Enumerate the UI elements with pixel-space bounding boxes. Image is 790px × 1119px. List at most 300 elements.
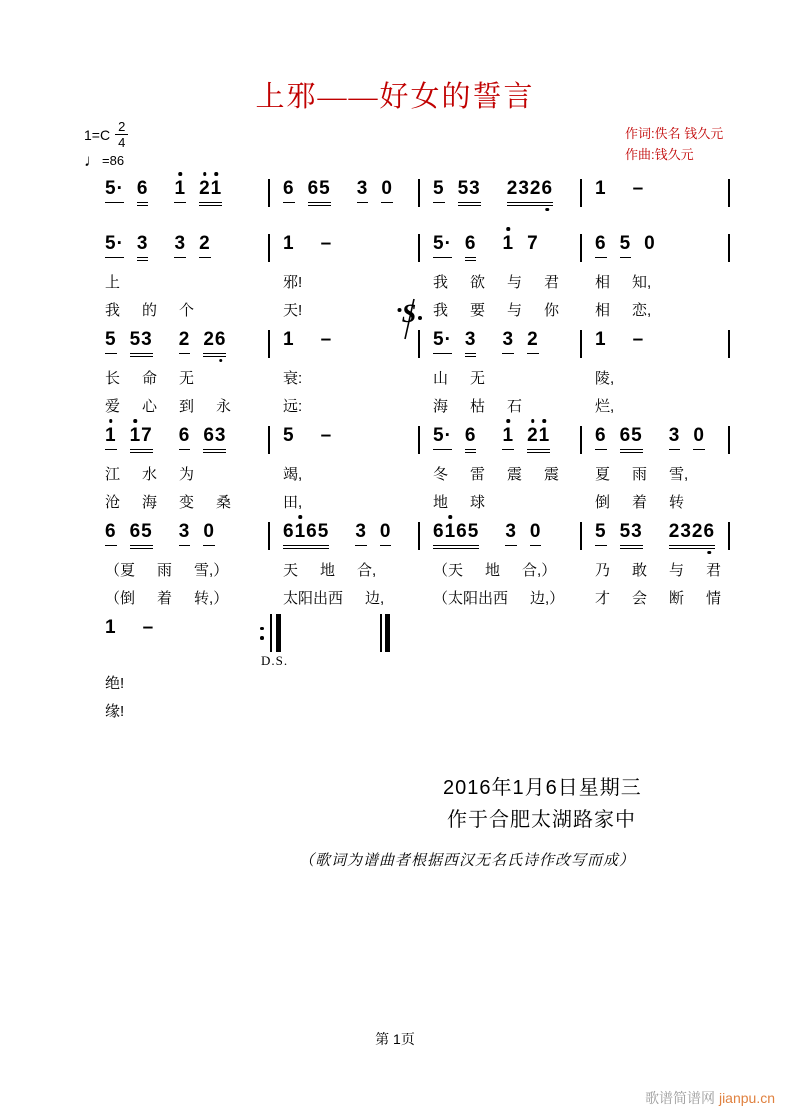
note-token: 1 (105, 425, 117, 450)
lyric-syllable: 着 (632, 494, 648, 511)
segno-icon (396, 296, 424, 342)
lyrics-row (100, 368, 734, 389)
lyric-syllable: 君 (706, 562, 722, 579)
beat-group (283, 178, 331, 203)
lyric-syllable: 地 (485, 562, 501, 579)
notes-row (100, 521, 734, 555)
barline (728, 522, 730, 550)
music-measure (420, 329, 580, 354)
beat-group (283, 233, 295, 255)
lyric-syllable: 震 (507, 466, 523, 483)
barline (728, 234, 730, 262)
lyrics-measure (100, 560, 270, 581)
music-measure (420, 178, 580, 203)
beat-group (355, 521, 391, 546)
time-signature (115, 119, 128, 150)
lyric-syllable: 倒 (595, 494, 611, 511)
note-token: 53 (458, 178, 481, 203)
beat-group (502, 425, 550, 450)
octave-dot-above (507, 419, 511, 423)
beat-group (669, 521, 715, 546)
repeat-end-barline (260, 614, 281, 652)
octave-dot-above (215, 172, 219, 176)
beat-group (357, 178, 393, 203)
beat-group (433, 329, 476, 354)
lyrics-measure (582, 272, 730, 293)
lyric-syllable: 转,） (194, 590, 229, 607)
lyrics-measure (420, 272, 582, 293)
barline (728, 179, 730, 207)
music-measure (420, 521, 580, 546)
note-token: 6 (179, 425, 191, 450)
lyrics-source-note: （歌词为谱曲者根据西汉无名氏诗作改写而成） (299, 853, 636, 869)
meter-numerator: 2 (118, 119, 126, 134)
note-token: – (632, 178, 645, 199)
lyric-syllable: 海 (142, 494, 158, 511)
note-token: 3 (465, 329, 477, 354)
lyrics-measure (582, 492, 730, 513)
thick-barline (385, 614, 390, 652)
note-token: 1 (283, 233, 295, 254)
lyric-syllable: 雨 (632, 466, 648, 483)
lyrics-measure (582, 396, 730, 417)
quarter-note-icon: ♩ (84, 150, 101, 170)
lyric-syllable: 为 (179, 466, 195, 483)
ds-label: D.S. (261, 653, 289, 668)
lyric-syllable: 你 (544, 302, 560, 319)
lyrics-measure (100, 701, 270, 722)
lyric-syllable: 相 (595, 302, 611, 319)
watermark-domain-link[interactable]: jianpu.cn (718, 1090, 775, 1106)
beat-group (595, 521, 643, 546)
beat-group (105, 178, 148, 203)
lyric-syllable: 沧 (105, 494, 121, 511)
music-measure (100, 233, 268, 258)
note-token: 61 65 (433, 521, 479, 546)
key-label: 1=C (84, 126, 111, 143)
note-token: 2326 (507, 178, 553, 203)
note-token: 6 (105, 521, 117, 546)
note-token: 0 (693, 425, 705, 450)
lyric-syllable: 着 (157, 590, 173, 607)
lyrics-measure (270, 464, 420, 485)
lyric-syllable: 衰: (283, 370, 303, 387)
thin-barline (270, 614, 272, 652)
lyric-syllable: 太阳出西 (283, 590, 344, 607)
beat-group (283, 425, 295, 447)
lyric-syllable: 水 (142, 466, 158, 483)
key-signature-block (84, 119, 128, 168)
lyrics-measure (270, 396, 420, 417)
credits-block (625, 123, 723, 165)
lyric-syllable: 合,） (522, 562, 557, 579)
note-token: 2326 (669, 521, 715, 546)
lyric-syllable: 无 (470, 370, 486, 387)
watermark-site-name: 歌谱简谱网 (645, 1090, 719, 1106)
lyrics-measure (100, 588, 270, 609)
lyric-syllable: 枯 (470, 398, 486, 415)
lyric-syllable: 欲 (470, 274, 486, 291)
lyrics-measure (270, 492, 420, 513)
music-system (100, 329, 734, 417)
lyric-syllable: （夏 (105, 562, 136, 579)
music-measure (100, 178, 268, 203)
lyric-syllable: 我 (433, 302, 449, 319)
note-token: 65 (308, 178, 331, 203)
beat-group (174, 233, 210, 258)
note-token: 2 (179, 329, 191, 354)
note-token: – (142, 617, 155, 638)
composer-credit: 作曲:钱久元 (625, 147, 694, 162)
note-token: 5· (433, 425, 452, 450)
lyric-syllable: 山 (433, 370, 449, 387)
beat-group (321, 233, 333, 255)
beat-group (433, 233, 476, 258)
lyric-syllable: 竭, (283, 466, 303, 483)
beat-group (179, 425, 227, 450)
lyric-syllable: 个 (179, 302, 195, 319)
lyrics-measure (100, 396, 270, 417)
octave-dot-above (179, 172, 183, 176)
lyrics-row (100, 588, 734, 609)
lyric-syllable: 桑 (216, 494, 232, 511)
octave-dot-above (203, 172, 207, 176)
barline (728, 426, 730, 454)
lyric-syllable: 夏 (595, 466, 611, 483)
lyric-syllable: 地 (433, 494, 449, 511)
note-token: 1 (595, 329, 607, 350)
lyric-syllable: 田, (283, 494, 303, 511)
beat-group (502, 233, 538, 255)
note-token: 3 (669, 425, 681, 450)
octave-dot-below (219, 359, 223, 363)
beat-group (105, 425, 153, 450)
note-token: 3 (355, 521, 367, 546)
music-measure (270, 521, 418, 546)
lyric-syllable: 雷 (470, 466, 486, 483)
octave-dot-above (134, 419, 138, 423)
lyric-syllable: 陵, (595, 370, 615, 387)
beat-group (433, 178, 481, 203)
note-token: 5 (620, 233, 632, 258)
octave-dot-above (531, 419, 535, 423)
beat-group (507, 178, 553, 203)
music-measure (582, 329, 728, 351)
lyrics-measure (270, 560, 420, 581)
thick-barline (276, 614, 281, 652)
lyric-syllable: 邪! (283, 274, 303, 291)
lyrics-measure (270, 368, 420, 389)
note-token: 2 1 (199, 178, 222, 203)
lyric-syllable: 边, (365, 590, 385, 607)
beat-group (505, 521, 541, 546)
lyric-syllable: 我 (105, 302, 121, 319)
lyric-syllable: 变 (179, 494, 195, 511)
note-token: 53 (130, 329, 153, 354)
lyric-syllable: 会 (632, 590, 648, 607)
note-token: 61 65 (283, 521, 329, 546)
lyric-syllable: 我 (433, 274, 449, 291)
lyrics-measure (100, 300, 270, 321)
note-token: 0 (380, 521, 392, 546)
lyric-syllable: 相 (595, 274, 611, 291)
lyrics-measure (100, 464, 270, 485)
lyric-syllable: 敢 (632, 562, 648, 579)
lyric-syllable: 无 (179, 370, 195, 387)
lyric-syllable: （倒 (105, 590, 136, 607)
notes-row (100, 617, 734, 651)
note-token: 1 (595, 178, 607, 199)
lyric-syllable: 缘! (105, 703, 125, 720)
composition-place: 作于合肥太湖路家中 (447, 809, 636, 831)
music-measure (100, 329, 268, 354)
note-token: 5· (105, 233, 124, 258)
thin-barline (380, 614, 382, 652)
note-token: 3 (174, 233, 186, 258)
lyrics-measure (420, 588, 582, 609)
lyrics-row (100, 701, 734, 722)
music-measure (100, 425, 268, 450)
octave-dot-above (449, 515, 453, 519)
note-token: – (632, 329, 645, 350)
note-token: 2 (527, 329, 539, 354)
lyric-syllable: 爱 (105, 398, 121, 415)
note-token: 5· (433, 233, 452, 258)
lyrics-measure (100, 272, 270, 293)
music-measure (420, 425, 580, 450)
repeat-dots (260, 614, 264, 652)
beat-group (174, 178, 222, 203)
lyric-syllable: 命 (142, 370, 158, 387)
note-token: – (320, 329, 333, 350)
music-system (100, 521, 734, 609)
lyric-syllable: 与 (669, 562, 685, 579)
lyric-syllable: 球 (470, 494, 486, 511)
note-token: 7 (527, 233, 539, 254)
beat-group (283, 329, 295, 351)
octave-dot-above (109, 419, 113, 423)
lyric-syllable: 知, (632, 274, 652, 291)
music-measure (270, 425, 418, 447)
note-token: 5 (283, 425, 295, 446)
note-token: – (320, 425, 333, 446)
music-measure (582, 233, 728, 258)
lyrics-measure (270, 588, 420, 609)
beat-group (105, 329, 153, 354)
beat-group (433, 425, 476, 450)
tempo-row (84, 150, 128, 170)
lyric-syllable: 与 (507, 274, 523, 291)
note-token: 3 (502, 329, 514, 354)
lyrics-measure (420, 300, 582, 321)
note-token: 1 (174, 178, 186, 203)
lyrics-measure (270, 272, 420, 293)
lyric-syllable: 地 (320, 562, 336, 579)
lyric-syllable: 雪, (669, 466, 689, 483)
lyric-syllable: 与 (507, 302, 523, 319)
lyric-syllable: 天 (283, 562, 299, 579)
lyric-syllable: 石 (507, 398, 523, 415)
beat-group (105, 617, 117, 639)
music-measure (100, 521, 268, 546)
lyric-syllable: 心 (142, 398, 158, 415)
music-measure (582, 521, 728, 546)
lyric-syllable: 才 (595, 590, 611, 607)
lyrics-measure (420, 560, 582, 581)
final-barline (380, 614, 390, 652)
music-measure (420, 233, 580, 258)
note-token: 5 (105, 329, 117, 354)
note-token: 26 (203, 329, 226, 354)
lyric-syllable: 恋, (632, 302, 652, 319)
beat-group (633, 329, 645, 351)
lyric-syllable: （太阳出西 (433, 590, 509, 607)
octave-dot-below (708, 551, 712, 555)
tempo-value: =86 (102, 153, 125, 168)
lyric-syllable: 雪,） (194, 562, 229, 579)
note-token: 5· (433, 329, 452, 354)
lyrics-measure (420, 492, 582, 513)
music-measure (100, 617, 268, 639)
lyrics-row (100, 560, 734, 581)
lyrics-row (100, 396, 734, 417)
note-token: 0 (203, 521, 215, 546)
beat-group (595, 329, 607, 351)
lyric-syllable: 江 (105, 466, 121, 483)
beat-group (595, 178, 607, 200)
music-system (100, 178, 734, 212)
lyrics-measure (582, 300, 730, 321)
beat-group (179, 329, 227, 354)
beat-group (595, 233, 656, 258)
lyrics-measure (420, 396, 582, 417)
beat-group (321, 329, 333, 351)
lyric-syllable: （天 (433, 562, 464, 579)
lyrics-row (100, 464, 734, 485)
lyric-syllable: 绝! (105, 675, 125, 692)
barline (728, 330, 730, 358)
note-token: 1 7 (130, 425, 153, 450)
music-system (100, 617, 734, 722)
lyricist-credit: 作词:佚名 钱久元 (625, 126, 724, 141)
lyric-syllable: 乃 (595, 562, 611, 579)
note-token: 0 (644, 233, 656, 254)
lyric-syllable: 情 (706, 590, 722, 607)
octave-dot-above (299, 515, 303, 519)
lyric-syllable: 上 (105, 274, 121, 291)
note-token: 3 (357, 178, 369, 203)
note-token: 1 (283, 329, 295, 350)
note-token: 1 (502, 425, 514, 450)
note-token: 65 (620, 425, 643, 450)
lyric-syllable: 边,） (530, 590, 565, 607)
lyric-syllable: 合, (357, 562, 377, 579)
note-token: 5 (433, 178, 445, 203)
note-token: 0 (530, 521, 542, 546)
octave-dot-above (507, 227, 511, 231)
lyric-syllable: 远: (283, 398, 303, 415)
note-token: 2 1 (527, 425, 550, 450)
music-measure (582, 178, 728, 200)
lyrics-measure (100, 492, 270, 513)
note-token: 6 (465, 233, 477, 258)
lyric-syllable: 要 (470, 302, 486, 319)
notes-row (100, 425, 734, 459)
page-number: 第 1页 (375, 1031, 415, 1047)
note-token: 6 (137, 178, 149, 203)
beat-group (105, 233, 148, 258)
note-token: 5 (595, 521, 607, 546)
svg-text:S: S (401, 299, 417, 328)
beat-group (283, 521, 329, 546)
lyrics-measure (582, 560, 730, 581)
lyrics-row (100, 673, 734, 694)
music-measure (582, 425, 728, 450)
music-system (100, 425, 734, 513)
beat-group (595, 425, 643, 450)
watermark (645, 1088, 775, 1108)
lyric-syllable: 长 (105, 370, 121, 387)
beat-group (633, 178, 645, 200)
note-token: 65 (130, 521, 153, 546)
beat-group (321, 425, 333, 447)
lyric-syllable: 雨 (157, 562, 173, 579)
lyric-syllable: 烂, (595, 398, 615, 415)
composition-date: 2016年1月6日星期三 (443, 777, 642, 799)
note-token: 63 (203, 425, 226, 450)
key-row (84, 119, 128, 150)
music-measure (270, 233, 418, 255)
lyrics-measure (582, 368, 730, 389)
beat-group (502, 329, 538, 354)
note-token: – (320, 233, 333, 254)
note-token: 2 (199, 233, 211, 258)
notes-row (100, 233, 734, 267)
meter-denominator: 4 (115, 134, 128, 150)
lyrics-measure (100, 673, 270, 694)
note-token: 53 (620, 521, 643, 546)
lyrics-measure (420, 464, 582, 485)
beat-group (433, 521, 479, 546)
lyric-syllable: 天! (283, 302, 303, 319)
music-measure (270, 178, 418, 203)
note-token: 6 (595, 425, 607, 450)
octave-dot-below (546, 208, 550, 212)
lyric-syllable: 断 (669, 590, 685, 607)
lyric-syllable: 震 (544, 466, 560, 483)
note-token: 1 (105, 617, 117, 638)
lyric-syllable: 到 (179, 398, 195, 415)
beat-group (143, 617, 155, 639)
lyrics-measure (420, 368, 582, 389)
note-token: 6 (283, 178, 295, 203)
note-token: 6 (465, 425, 477, 450)
lyrics-row (100, 272, 734, 293)
note-token: 0 (381, 178, 393, 203)
lyrics-measure (100, 368, 270, 389)
lyric-syllable: 的 (142, 302, 158, 319)
note-token: 1 (502, 233, 514, 255)
lyrics-measure (582, 464, 730, 485)
octave-dot-above (543, 419, 547, 423)
lyric-syllable: 君 (544, 274, 560, 291)
note-token: 5· (105, 178, 124, 203)
note-token: 3 (505, 521, 517, 546)
notes-row (100, 178, 734, 212)
note-token: 3 (137, 233, 149, 258)
lyric-syllable: 冬 (433, 466, 449, 483)
beat-group (105, 521, 153, 546)
